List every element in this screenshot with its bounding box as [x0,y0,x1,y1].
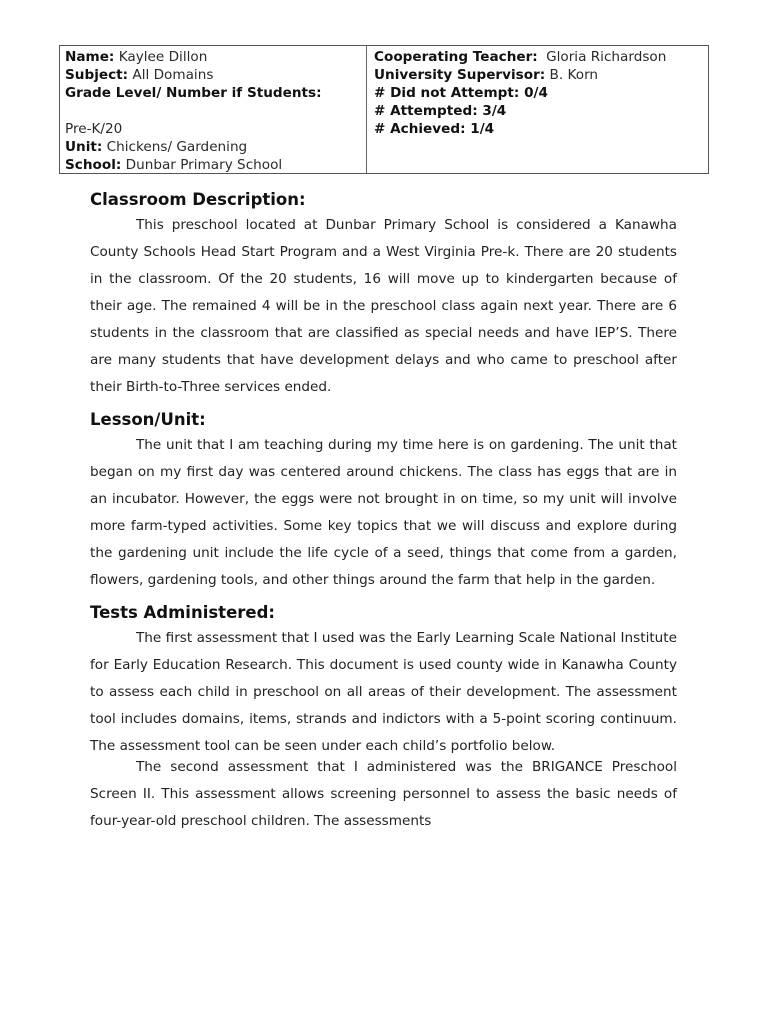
section-heading: Tests Administered: [90,603,275,622]
classroom-description-section [90,188,677,401]
document-body [90,188,677,835]
school-value: Dunbar Primary School [125,157,283,173]
spacer-line [65,102,361,120]
section-heading: Lesson/Unit: [90,410,206,429]
cooperating-teacher-row [374,48,703,66]
name-label: Name: [65,49,115,65]
unit-label: Unit: [65,139,103,155]
did-not-attempt-stat: # Did not Attempt: 0/4 [374,85,548,101]
grade-level-value: Pre-K/20 [65,121,123,137]
info-column-left [60,46,367,173]
university-supervisor-label: University Supervisor: [374,67,546,83]
grade-level-label: Grade Level/ Number if Students: [65,85,322,101]
paragraph: The second assessment that I administered was the BRIGANCE Preschool Screen II. This assessment allows screening personnel to assess the basic needs of four-year-old preschool children. The assessments [90,759,677,829]
achieved-stat: # Achieved: 1/4 [374,121,495,137]
unit-row [65,138,361,156]
achieved-row [374,120,703,138]
did-not-attempt-row [374,84,703,102]
cooperating-teacher-label: Cooperating Teacher: [374,49,538,65]
subject-value: All Domains [132,67,214,83]
lesson-unit-section [90,408,677,594]
school-label: School: [65,157,122,173]
paragraph: The first assessment that I used was the Early Learning Scale National Institute for Early Education Research. This document is used county wide in Kanawha County to assess each child in preschool on all areas of their development. The assessment tool includes domains, items, strands and indictors with a 5-point scoring continuum. The assessment tool can be seen under each child’s portfolio below. [90,630,677,754]
paragraph: This preschool located at Dunbar Primary School is considered a Kanawha County Schools Head Start Program and a West Virginia Pre-k. There are 20 students in the classroom. Of the 20 students, 16 will move up to kindergarten because of their age. The remained 4 will be in the preschool class again next year. There are 6 students in the classroom that are classified as special needs and have IEP’S. There are many students that have development delays and who came to preschool after their Birth-to-Three services ended. [90,217,677,395]
university-supervisor-row [374,66,703,84]
name-value: Kaylee Dillon [118,49,208,65]
info-column-right [367,46,708,173]
attempted-stat: # Attempted: 3/4 [374,103,507,119]
name-row [65,48,361,66]
university-supervisor-value: B. Korn [549,67,599,83]
subject-row [65,66,361,84]
grade-level-row [65,84,361,102]
school-row [65,156,361,174]
attempted-row [374,102,703,120]
section-heading: Classroom Description: [90,190,306,209]
paragraph: The unit that I am teaching during my time here is on gardening. The unit that began on my first day was centered around chickens. The class has eggs that are in an incubator. However, the eggs were not brought in on time, so my unit will involve more farm-typed activities. Some key topics that we will discuss and explore during the gardening unit include the life cycle of a seed, things that come from a garden, flowers, gardening tools, and other things around the farm that help in the garden. [90,437,677,588]
cooperating-teacher-value: Gloria Richardson [546,49,667,65]
grade-level-value-row [65,120,361,138]
tests-administered-section [90,601,677,835]
subject-label: Subject: [65,67,129,83]
unit-value: Chickens/ Gardening [106,139,248,155]
lesson-info-table [59,45,709,174]
